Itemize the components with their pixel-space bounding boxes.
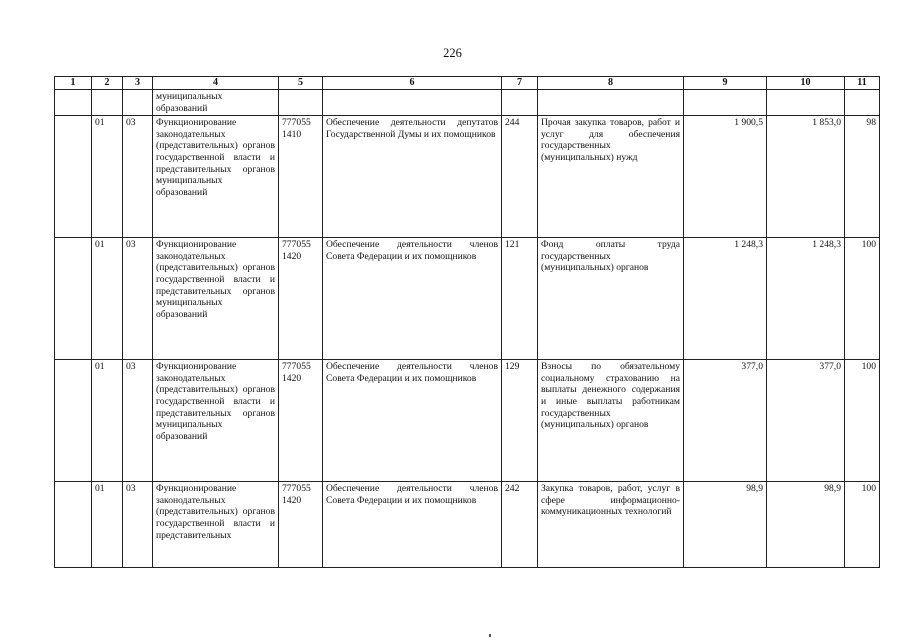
cell xyxy=(323,90,502,116)
column-header: 3 xyxy=(123,77,153,90)
cell-purpose: Обеспечение деятельности членов Совета Федерации и их помощников xyxy=(323,238,502,360)
column-header: 8 xyxy=(538,77,684,90)
table-row xyxy=(55,116,880,238)
cell-name: Функционирование законодательных (представительных) органов государственной власти и представительных органов муниципальных образований xyxy=(153,238,279,360)
cell-subsection: 03 xyxy=(123,360,153,482)
cell-target-code: 777055 1420 xyxy=(279,482,323,568)
cell-expense-code: 129 xyxy=(502,360,538,482)
cell-actual: 1 248,3 xyxy=(767,238,845,360)
column-header: 10 xyxy=(767,77,845,90)
cell xyxy=(279,90,323,116)
cell-empty xyxy=(55,360,92,482)
cell xyxy=(845,90,880,116)
cell-percent: 98 xyxy=(845,116,880,238)
cell-section: 01 xyxy=(92,238,123,360)
cell-percent: 100 xyxy=(845,482,880,568)
cell-expense-name: Прочая закупка товаров, работ и услуг для обеспечения государственных (муниципальных) нужд xyxy=(538,116,684,238)
cell-purpose: Обеспечение деятельности членов Совета Федерации и их помощников xyxy=(323,482,502,568)
cell-expense-code: 121 xyxy=(502,238,538,360)
cell-empty xyxy=(55,116,92,238)
page-number: 226 xyxy=(443,46,462,60)
cell xyxy=(92,90,123,116)
cell-actual: 377,0 xyxy=(767,360,845,482)
cell-empty xyxy=(55,238,92,360)
cell-section: 01 xyxy=(92,360,123,482)
cell-expense-name: Взносы по обязательному социальному страхованию на выплаты денежного содержания и иные выплаты работникам государственных (муниципальных) органов xyxy=(538,360,684,482)
budget-table xyxy=(54,76,880,568)
cell-purpose: Обеспечение деятельности членов Совета Федерации и их помощников xyxy=(323,360,502,482)
cell-purpose: Обеспечение деятельности депутатов Государственной Думы и их помощников xyxy=(323,116,502,238)
column-header: 4 xyxy=(153,77,279,90)
cell-expense-code: 242 xyxy=(502,482,538,568)
cell-expense-code: 244 xyxy=(502,116,538,238)
scan-mark xyxy=(489,634,491,637)
table-row xyxy=(55,482,880,568)
cell-actual: 98,9 xyxy=(767,482,845,568)
column-header: 5 xyxy=(279,77,323,90)
cell-expense-name: Закупка товаров, работ, услуг в сфере информационно-коммуникационных технологий xyxy=(538,482,684,568)
cell-subsection: 03 xyxy=(123,482,153,568)
cell-target-code: 777055 1410 xyxy=(279,116,323,238)
column-header: 9 xyxy=(684,77,767,90)
column-header: 11 xyxy=(845,77,880,90)
cell-name: Функционирование законодательных (представительных) органов государственной власти и представительных органов муниципальных образований xyxy=(153,116,279,238)
cell-plan: 98,9 xyxy=(684,482,767,568)
table-row xyxy=(55,238,880,360)
column-header: 6 xyxy=(323,77,502,90)
cell-subsection: 03 xyxy=(123,116,153,238)
cell xyxy=(123,90,153,116)
column-header: 2 xyxy=(92,77,123,90)
cell-empty xyxy=(55,482,92,568)
table-row xyxy=(55,360,880,482)
cell-name: Функционирование законодательных (представительных) органов государственной власти и представительных xyxy=(153,482,279,568)
cell-plan: 377,0 xyxy=(684,360,767,482)
cell-section: 01 xyxy=(92,482,123,568)
cell-target-code: 777055 1420 xyxy=(279,238,323,360)
cell-expense-name: Фонд оплаты труда государственных (муниципальных) органов xyxy=(538,238,684,360)
header-row xyxy=(55,77,880,90)
cell xyxy=(684,90,767,116)
cell-percent: 100 xyxy=(845,360,880,482)
column-header: 1 xyxy=(55,77,92,90)
cell-actual: 1 853,0 xyxy=(767,116,845,238)
cell xyxy=(502,90,538,116)
cell-subsection: 03 xyxy=(123,238,153,360)
column-header: 7 xyxy=(502,77,538,90)
cell xyxy=(538,90,684,116)
cell-percent: 100 xyxy=(845,238,880,360)
continuation-row xyxy=(55,90,880,116)
cell-name: Функционирование законодательных (представительных) органов государственной власти и представительных органов муниципальных образований xyxy=(153,360,279,482)
cell-name: муниципальных образований xyxy=(153,90,279,116)
cell-plan: 1 248,3 xyxy=(684,238,767,360)
cell xyxy=(767,90,845,116)
cell-section: 01 xyxy=(92,116,123,238)
cell xyxy=(55,90,92,116)
cell-target-code: 777055 1420 xyxy=(279,360,323,482)
cell-plan: 1 900,5 xyxy=(684,116,767,238)
